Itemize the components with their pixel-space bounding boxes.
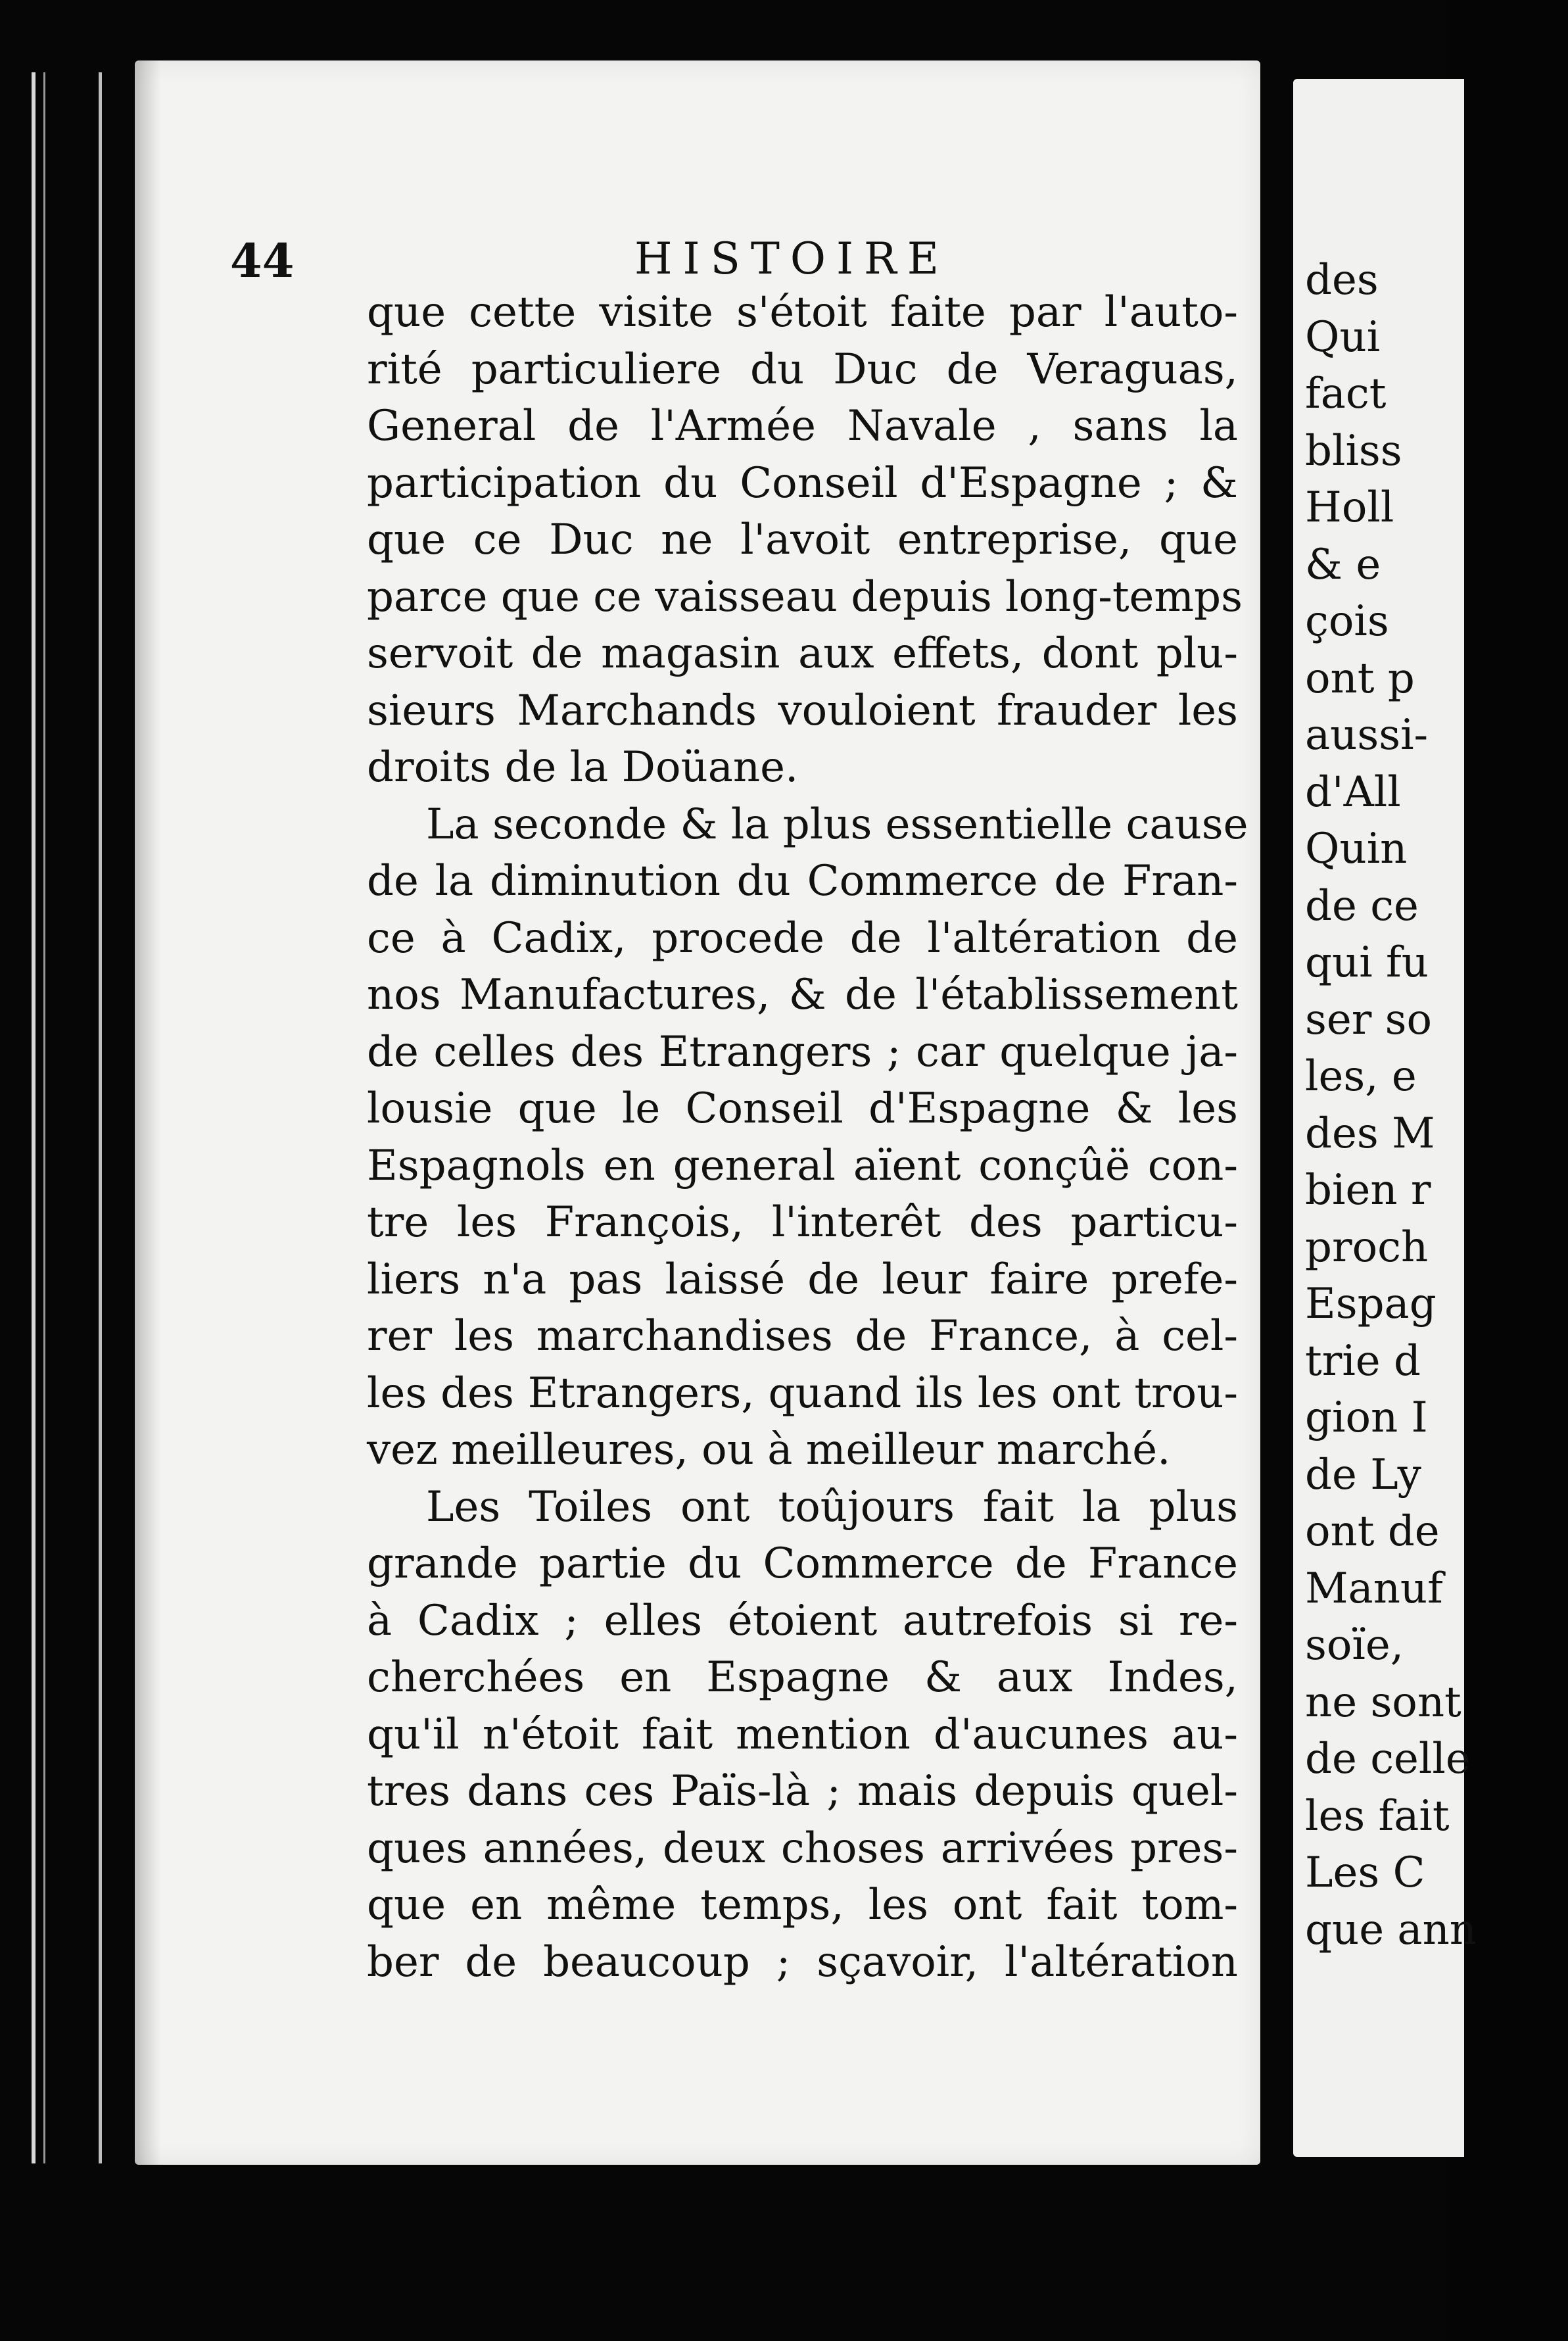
text-line: à Cadix ; elles étoient autrefois si re- [367, 1596, 1238, 1645]
right-page-text [1305, 252, 1568, 1958]
paragraph-start-line: Les Toiles ont toûjours fait la plus [426, 1482, 1238, 1532]
text-line: çois [1305, 597, 1389, 646]
right-facing-page [1293, 79, 1477, 2157]
text-line: trie d [1305, 1336, 1421, 1386]
text-line: Quin [1305, 825, 1408, 873]
text-line: Espagnols en general aïent conçûë con- [367, 1141, 1238, 1190]
text-line: fact [1305, 370, 1387, 418]
binding-gutter-line [32, 72, 36, 2163]
text-line: Qui [1305, 312, 1381, 362]
paragraph-start-line: La seconde & la plus essentielle cause [426, 800, 1248, 849]
text-line: Espag [1305, 1280, 1437, 1328]
text-line: Manuf [1305, 1564, 1443, 1613]
text-line: ont de [1305, 1507, 1440, 1556]
text-line: qui fu [1305, 938, 1429, 987]
text-line: rité particuliere du Duc de Veraguas, [367, 345, 1238, 394]
text-line: des M [1305, 1109, 1435, 1158]
text-line: rer les marchandises de France, à cel- [367, 1312, 1238, 1361]
text-line: de ce [1305, 881, 1419, 930]
text-line: ser so [1305, 995, 1433, 1044]
text-line: General de l'Armée Navale , sans la [367, 402, 1238, 450]
page-number: 44 [230, 233, 295, 288]
text-line: liers n'a pas laissé de leur faire prefe- [367, 1255, 1238, 1304]
text-line: servoit de magasin aux effets, dont plu- [367, 629, 1238, 678]
text-line: grande partie du Commerce de France [367, 1539, 1238, 1588]
text-line: aussi- [1305, 711, 1429, 760]
text-line: bliss [1305, 426, 1402, 475]
binding-gutter-line [43, 72, 45, 2163]
page-edge-shadow [135, 60, 161, 2165]
text-line: ne sont [1305, 1677, 1461, 1727]
text-line: gion I [1305, 1393, 1428, 1442]
text-line: Holl [1305, 483, 1394, 532]
text-line: ce à Cadix, procede de l'altération de [367, 913, 1238, 963]
text-line: que ce Duc ne l'avoit entreprise, que [367, 516, 1238, 564]
text-line: de la diminution du Commerce de Fran- [367, 857, 1238, 905]
text-line: nos Manufactures, & de l'établissement [367, 971, 1238, 1019]
text-line: que ann [1305, 1905, 1477, 1954]
text-line: droits de la Doüane. [367, 743, 799, 792]
text-line: parce que ce vaisseau depuis long-temps [367, 572, 1243, 621]
text-line: tres dans ces Païs-là ; mais depuis quel- [367, 1767, 1238, 1816]
running-title: HISTOIRE [634, 233, 949, 284]
body-text [367, 284, 1248, 1991]
text-line: les des Etrangers, quand ils les ont trou- [367, 1368, 1238, 1418]
text-line: de Ly [1305, 1450, 1421, 1499]
text-line: que en même temps, les ont fait tom- [367, 1881, 1238, 1929]
text-line: ques années, deux choses arrivées pres- [367, 1823, 1238, 1873]
binding-gutter-line [99, 72, 102, 2163]
text-line: que cette visite s'étoit faite par l'auto- [367, 288, 1238, 337]
text-line: participation du Conseil d'Espagne ; & [367, 458, 1238, 508]
text-line: & e [1305, 540, 1381, 589]
text-line: bien r [1305, 1166, 1431, 1215]
text-line: cherchées en Espagne & aux Indes, [367, 1653, 1238, 1702]
text-line: des [1305, 256, 1379, 304]
text-line: d'All [1305, 767, 1401, 817]
text-line: ber de beaucoup ; sçavoir, l'altération [367, 1937, 1238, 1987]
text-line: lousie que le Conseil d'Espagne & les [367, 1084, 1238, 1133]
text-line: de celle [1305, 1735, 1471, 1783]
text-line: tre les François, l'interêt des particu- [367, 1198, 1238, 1247]
text-line: de celles des Etrangers ; car quelque ja- [367, 1027, 1238, 1076]
text-line: vez meilleures, ou à meilleur marché. [367, 1426, 1171, 1474]
text-line: sieurs Marchands vouloient frauder les [367, 686, 1238, 735]
text-line: proch [1305, 1222, 1429, 1272]
text-line: qu'il n'étoit fait mention d'aucunes au- [367, 1710, 1238, 1759]
text-line: soïe, [1305, 1621, 1404, 1670]
text-line: Les C [1305, 1848, 1425, 1897]
text-line: les fait [1305, 1791, 1450, 1841]
text-line: ont p [1305, 654, 1415, 703]
text-line: les, e [1305, 1052, 1417, 1101]
